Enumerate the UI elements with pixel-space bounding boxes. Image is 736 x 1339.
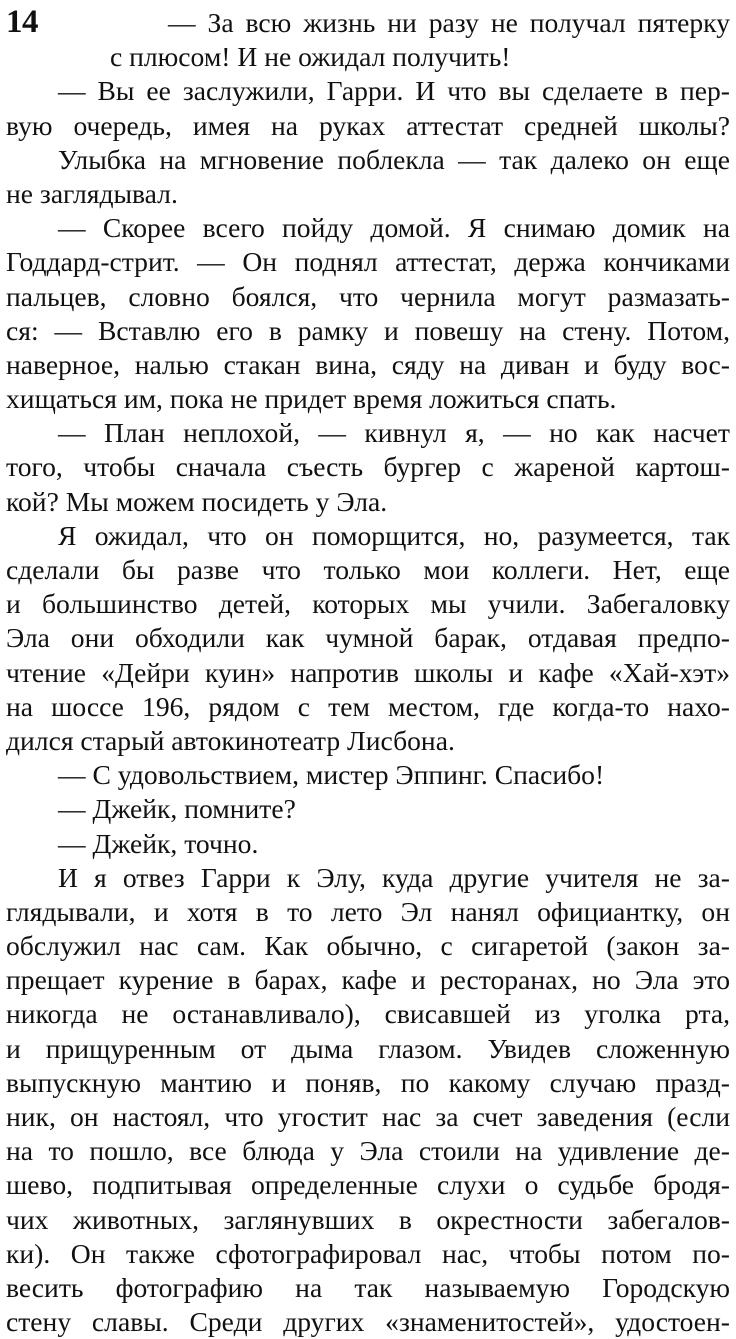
text-line: Годдард-стрит. — Он поднял аттестат, держа кончиками [6, 246, 730, 278]
text-line: — Вы ее заслужили, Гарри. И что вы сделаете в пер- [58, 75, 730, 107]
text-line: хищаться им, пока не придет время ложиться спать. [6, 383, 617, 415]
text-line: Улыбка на мгновение поблекла — так далеко он еще [58, 143, 730, 175]
text-line: вую очередь, имея на руках аттестат средней школы? [6, 109, 730, 141]
text-line: кой? Мы можем посидеть у Эла. [6, 485, 388, 517]
text-line: выпускную мантию и поняв, по какому случаю празд- [6, 1066, 730, 1098]
text-line: ся: — Вставлю его в рамку и повешу на стену. Потом, [6, 314, 730, 346]
text-line: и большинство детей, которых мы учили. Забегаловку [6, 588, 730, 620]
text-line: не заглядывал. [6, 177, 178, 209]
text-line: чтение «Дейри куин» напротив школы и кафе «Хай-хэт» [6, 656, 730, 688]
text-line: шево, подпитывая определенные слухи о судьбе бродя- [6, 1169, 730, 1201]
text-line: и прищуренным от дыма глазом. Увидев сложенную [6, 1032, 730, 1064]
text-line: стену славы. Среди других «знаменитостей», удостоен- [6, 1306, 730, 1338]
text-line: дился старый автокинотеатр Лисбона. [6, 724, 455, 756]
text-line: прещает курение в барах, кафе и ресторанах, но Эла это [6, 964, 730, 996]
text-line: ник, он настоял, что угостит нас за счет заведения (если [6, 1101, 730, 1132]
text-line: глядывали, и хотя в то лето Эл нанял официантку, он [6, 895, 730, 927]
text-line: — С удовольствием, мистер Эппинг. Спасибо! [58, 759, 605, 791]
page-number: 14 [6, 4, 38, 40]
text-line: — План неплохой, — кивнул я, — но как насчет [58, 417, 730, 449]
text-line: на то пошло, все блюда у Эла стоили на удивление де- [6, 1135, 730, 1167]
text-line: с плюсом! И не ожидал получить! [110, 41, 511, 73]
text-line: чих животных, заглянувших в окрестности забегалов- [6, 1203, 730, 1235]
text-line: И я отвез Гарри к Элу, куда другие учителя не за- [58, 861, 730, 893]
text-line: обслужил нас сам. Как обычно, с сигаретой (закон за- [6, 930, 730, 962]
text-line: ки). Он также сфотографировал нас, чтобы потом по- [6, 1237, 730, 1269]
text-line: весить фотографию на так называемую Городскую [6, 1271, 730, 1303]
body-text [6, 6, 730, 1339]
text-line: Я ожидал, что он поморщится, но, разумеется, так [58, 519, 730, 551]
text-line: — Джейк, точно. [58, 827, 259, 859]
text-line: сделали бы разве что только мои коллеги. Нет, еще [6, 554, 730, 585]
text-line: никогда не останавливало), свисавшей из уголка рта, [6, 998, 730, 1030]
text-line: наверное, налью стакан вина, сяду на диван и буду вос- [6, 348, 730, 380]
text-line: — Скорее всего пойду домой. Я снимаю домик на [58, 212, 730, 244]
text-line: того, чтобы сначала съесть бургер с жареной картош- [6, 451, 730, 483]
text-line: — За всю жизнь ни разу не получал пятерку [168, 7, 730, 38]
text-line: — Джейк, помните? [58, 793, 296, 825]
text-line: пальцев, словно боялся, что чернила могут размазать- [6, 280, 730, 312]
text-line: Эла они обходили как чумной барак, отдавая предпо- [6, 622, 730, 654]
text-line: на шоссе 196, рядом с тем местом, где когда-то нахо- [6, 690, 730, 722]
